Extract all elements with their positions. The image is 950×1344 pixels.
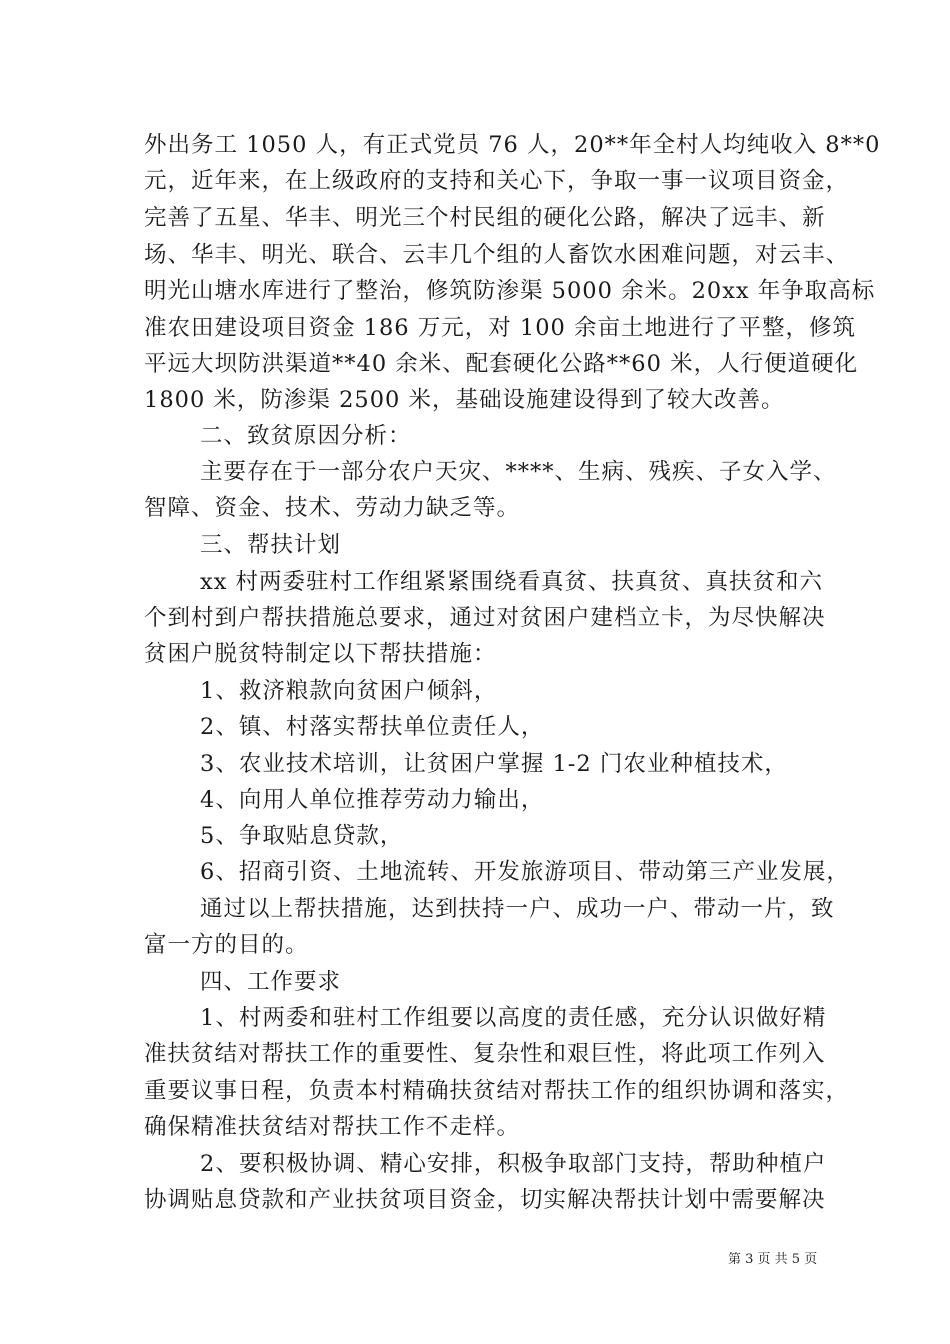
list-item: 1、救济粮款向贫困户倾斜， [200,678,498,704]
list-item: 4、向用人单位推荐劳动力输出， [200,787,545,813]
text-line: 1、村两委和驻村工作组要以高度的责任感，充分认识做好精 [200,1005,827,1031]
text-line: 贫困户脱贫特制定以下帮扶措施： [144,641,497,667]
text-line: xx 村两委驻村工作组紧紧围绕看真贫、扶真贫、真扶贫和六 [200,569,824,595]
section-heading: 四、工作要求 [200,969,342,995]
list-item: 6、招商引资、土地流转、开发旅游项目、带动第三产业发展， [200,859,850,885]
text-line: 富一方的目的。 [144,932,309,958]
text-line: 元，近年来，在上级政府的支持和关心下，争取一事一议项目资金， [144,168,850,194]
text-line: 通过以上帮扶措施，达到扶持一户、成功一户、带动一片，致 [200,896,835,922]
text-line: 准扶贫结对帮扶工作的重要性、复杂性和艰巨性，将此项工作列入 [144,1041,826,1067]
list-item: 3、农业技术培训，让贫困户掌握 1-2 门农业种植技术， [200,751,788,777]
text-line: 外出务工 1050 人，有正式党员 76 人，20**年全村人均纯收入 8**0 [144,132,881,158]
text-line: 重要议事日程，负责本村精确扶贫结对帮扶工作的组织协调和落实， [144,1078,850,1104]
text-line: 1800 米，防渗渠 2500 米，基础设施建设得到了较大改善。 [144,387,785,413]
text-line: 协调贴息贷款和产业扶贫项目资金，切实解决帮扶计划中需要解决 [144,1187,826,1213]
text-line: 个到村到户帮扶措施总要求，通过对贫困户建档立卡，为尽快解决 [144,605,826,631]
page-number: 第 3 页 共 5 页 [728,1252,818,1267]
list-item: 5、争取贴息贷款， [200,823,404,849]
text-line: 平远大坝防洪渠道**40 余米、配套硬化公路**60 米，人行便道硬化 [144,351,859,377]
text-line: 2、要积极协调、精心安排，积极争取部门支持，帮助种植户 [200,1151,827,1177]
text-line: 场、华丰、明光、联合、云丰几个组的人畜饮水困难问题，对云丰、 [144,242,850,268]
text-line: 智障、资金、技术、劳动力缺乏等。 [144,495,521,521]
section-heading: 三、帮扶计划 [200,532,342,558]
text-line: 完善了五星、华丰、明光三个村民组的硬化公路，解决了远丰、新 [144,205,826,231]
list-item: 2、镇、村落实帮扶单位责任人， [200,714,545,740]
text-line: 主要存在于一部分农户天灾、****、生病、残疾、子女入学、 [200,459,837,485]
text-line: 确保精准扶贫结对帮扶工作不走样。 [144,1114,521,1140]
text-line: 准农田建设项目资金 186 万元，对 100 余亩土地进行了平整，修筑 [144,315,857,341]
section-heading: 二、致贫原因分析： [200,423,412,449]
text-line: 明光山塘水库进行了整治，修筑防渗渠 5000 余米。20xx 年争取高标 [144,278,876,304]
